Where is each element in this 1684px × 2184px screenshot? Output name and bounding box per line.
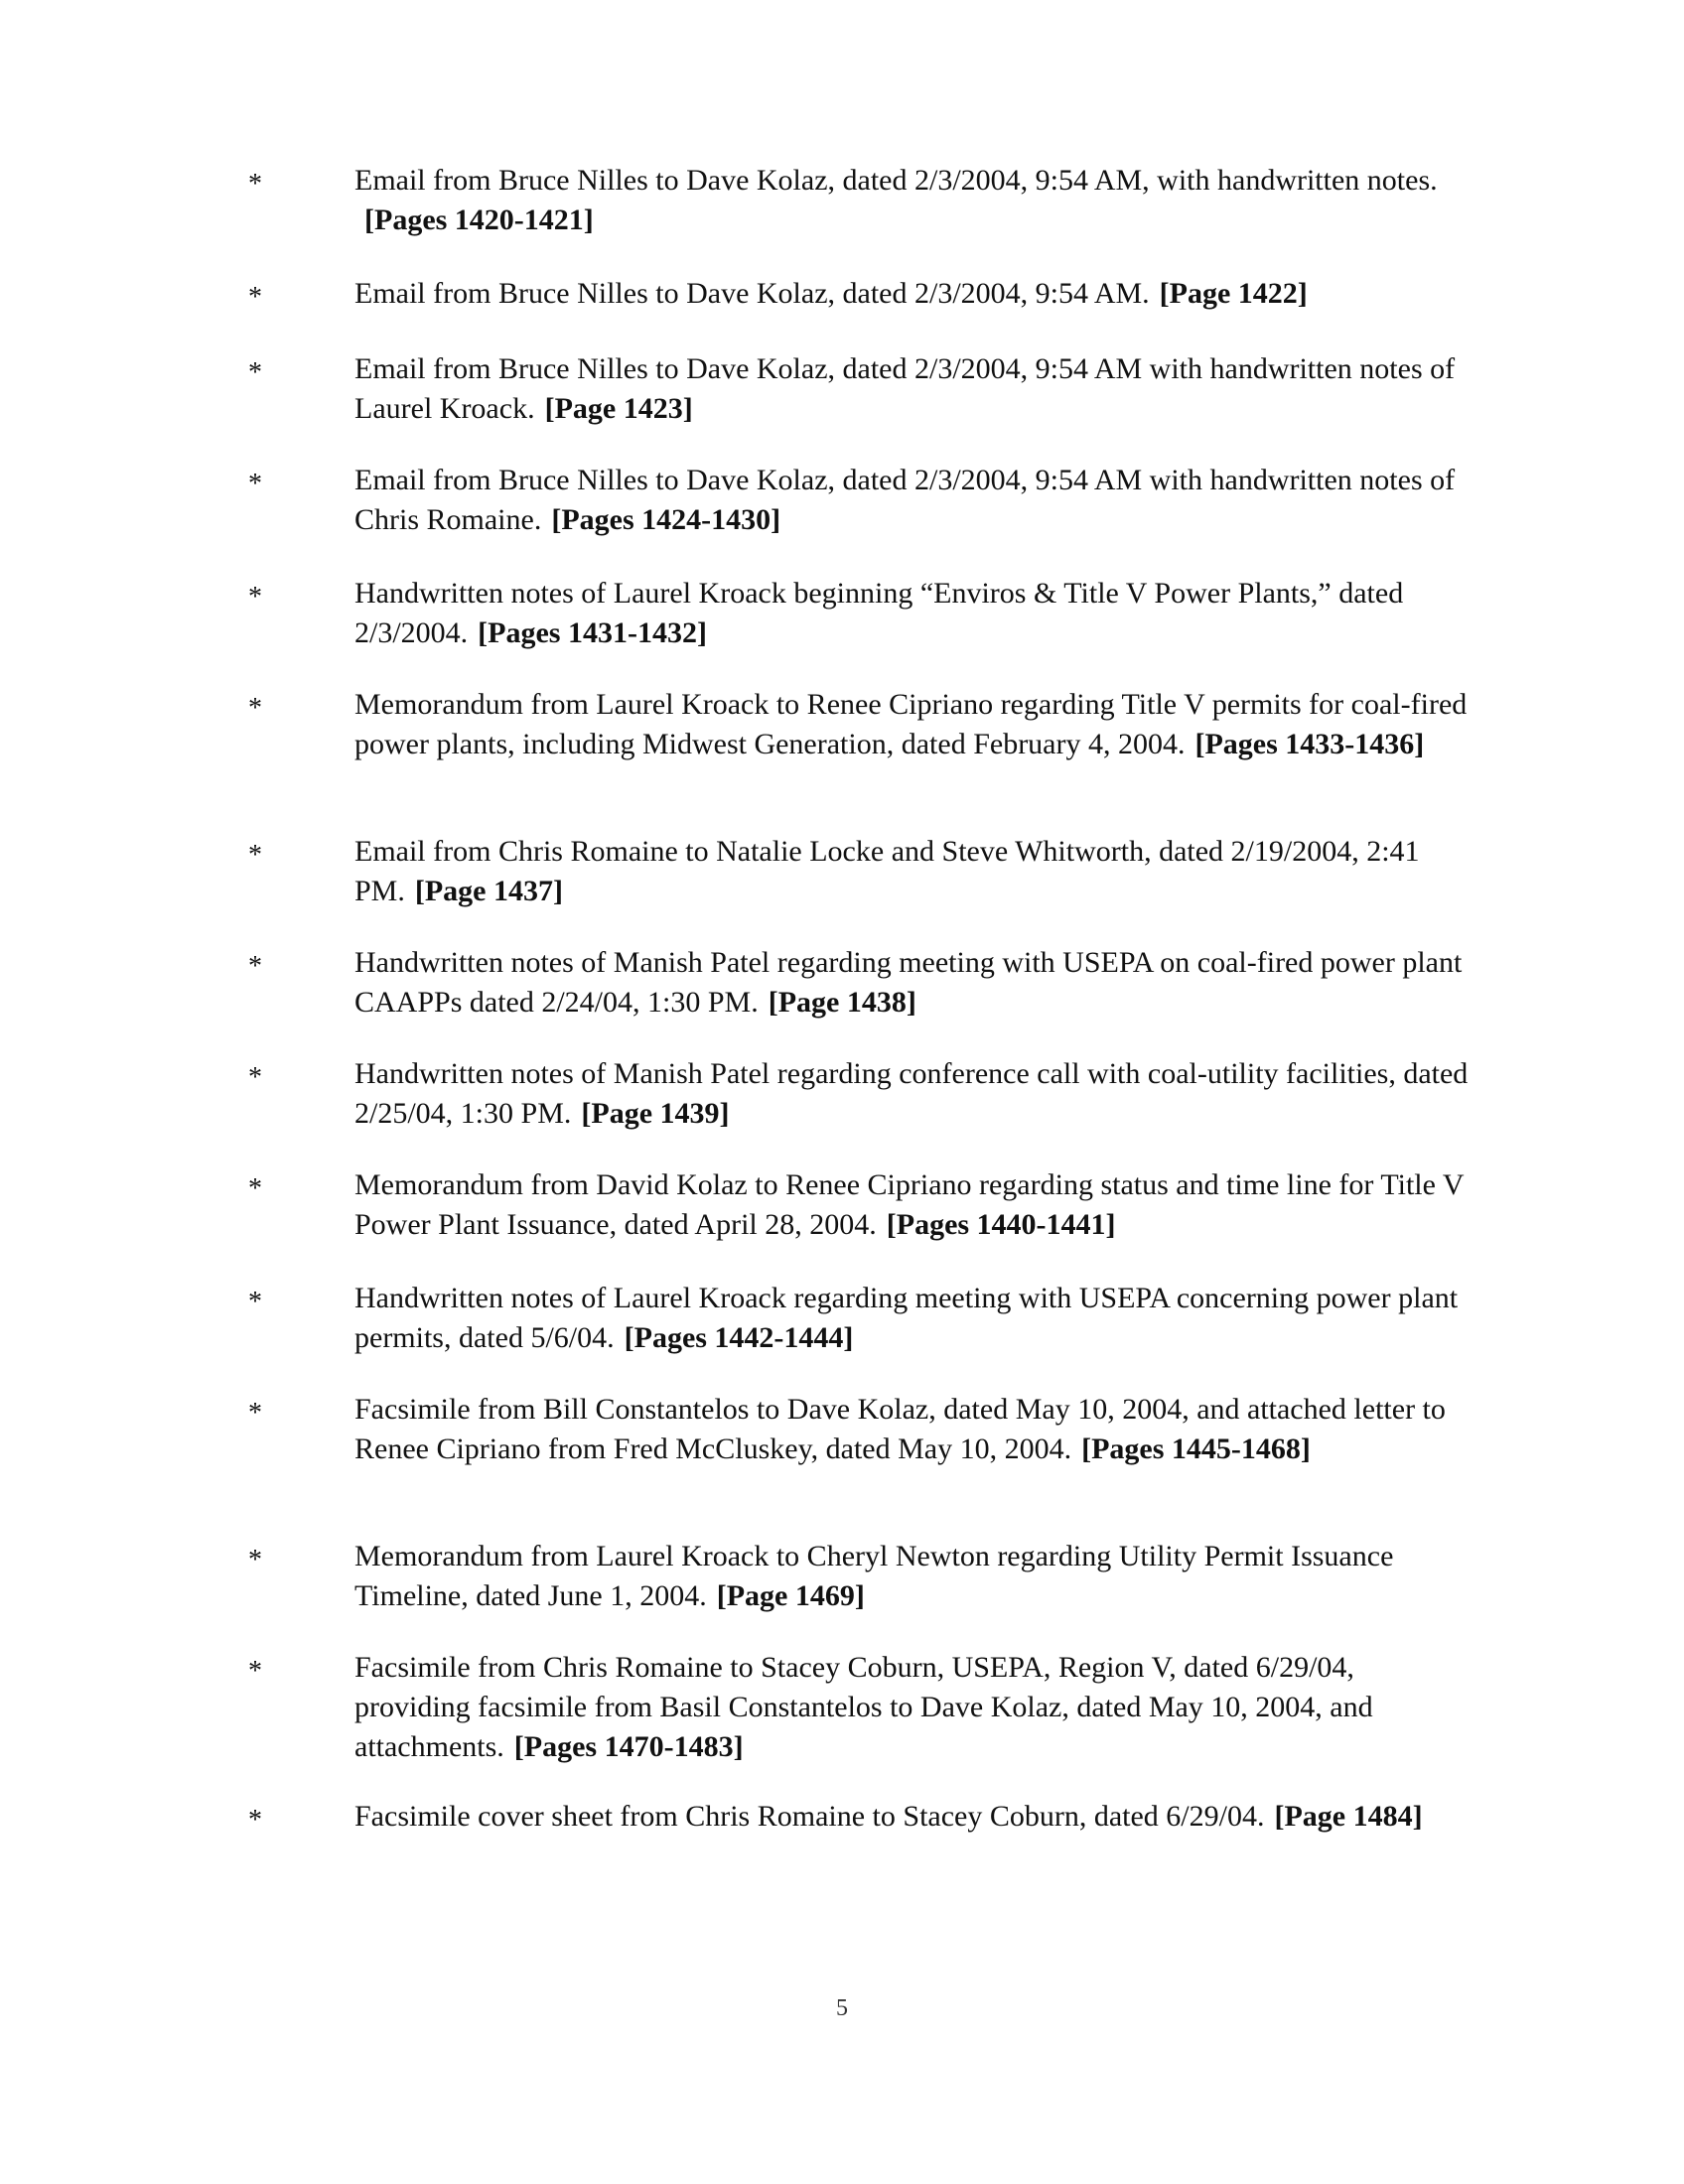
bullet-marker: * [248,1398,262,1429]
list-item-text [354,1279,1472,1358]
page-reference: [Page 1469] [716,1579,865,1612]
bullet-marker: * [248,1545,262,1575]
list-item-text [354,1390,1472,1469]
bullet-marker: * [248,1062,262,1093]
page-reference: [Page 1437] [414,875,563,907]
bullet-marker: * [248,1656,262,1687]
page-reference: [Page 1484] [1274,1800,1423,1833]
list-item-text [354,349,1472,429]
bullet-marker: * [248,169,262,200]
item-description: Handwritten notes of Manish Patel regarding conference call with coal-utility facilities, dated 2/25/04, 1:30 PM. [354,1057,1469,1130]
item-description: Memorandum from David Kolaz to Renee Cipriano regarding status and time line for Title V Power Plant Issuance, dated April 28, 2004. [354,1168,1465,1241]
list-item-text [354,1648,1472,1767]
item-description: Email from Bruce Nilles to Dave Kolaz, dated 2/3/2004, 9:54 AM with handwritten notes of Chris Romaine. [354,464,1456,536]
page-reference: [Pages 1445-1468] [1081,1433,1311,1465]
page-reference: [Pages 1424-1430] [551,503,781,536]
item-description: Facsimile from Chris Romaine to Stacey Coburn, USEPA, Region V, dated 6/29/04, providing facsimile from Basil Constantelos to Dave Kolaz, dated May 10, 2004, and attachments. [354,1651,1373,1763]
bullet-marker: * [248,282,262,313]
item-description: Facsimile cover sheet from Chris Romaine to Stacey Coburn, dated 6/29/04. [354,1800,1265,1833]
list-item-text [354,685,1472,764]
bullet-marker: * [248,582,262,613]
list-item-text [354,832,1472,911]
list-item-text [354,1537,1472,1616]
bullet-marker: * [248,1805,262,1836]
list-item-text [354,1054,1472,1134]
bullet-marker: * [248,357,262,388]
page-number: 5 [836,1995,848,2021]
page-reference: [Pages 1442-1444] [624,1321,854,1354]
page-reference: [Pages 1431-1432] [478,616,707,649]
item-description: Email from Bruce Nilles to Dave Kolaz, dated 2/3/2004, 9:54 AM. [354,277,1150,310]
list-item-text [354,274,1472,314]
item-description: Handwritten notes of Laurel Kroack beginning “Enviros & Title V Power Plants,” dated 2/3/2004. [354,577,1404,649]
list-item-text [354,1797,1472,1837]
item-description: Facsimile from Bill Constantelos to Dave Kolaz, dated May 10, 2004, and attached letter to Renee Cipriano from Fred McCluskey, dated May 10, 2004. [354,1393,1446,1465]
page-reference: [Page 1422] [1159,277,1308,310]
bullet-marker: * [248,1173,262,1204]
item-description: Handwritten notes of Manish Patel regarding meeting with USEPA on coal-fired power plant CAAPPs dated 2/24/04, 1:30 PM. [354,946,1463,1019]
page-reference: [Page 1438] [768,986,916,1019]
item-description: Memorandum from Laurel Kroack to Cheryl Newton regarding Utility Permit Issuance Timeline, dated June 1, 2004. [354,1540,1394,1612]
item-description: Email from Bruce Nilles to Dave Kolaz, dated 2/3/2004, 9:54 AM, with handwritten notes. [354,164,1438,197]
list-item-text [354,161,1472,240]
page-reference: [Pages 1420-1421] [364,204,594,236]
page-reference: [Page 1439] [581,1097,730,1130]
list-item-text [354,574,1472,653]
bullet-marker: * [248,840,262,871]
page-reference: [Pages 1470-1483] [513,1730,744,1763]
bullet-marker: * [248,693,262,724]
item-description: Email from Bruce Nilles to Dave Kolaz, dated 2/3/2004, 9:54 AM with handwritten notes of Laurel Kroack. [354,352,1456,425]
bullet-marker: * [248,1287,262,1317]
page-reference: [Page 1423] [544,392,693,425]
item-description: Email from Chris Romaine to Natalie Locke and Steve Whitworth, dated 2/19/2004, 2:41 PM. [354,835,1420,907]
bullet-marker: * [248,951,262,982]
item-description: Memorandum from Laurel Kroack to Renee Cipriano regarding Title V permits for coal-fired power plants, including Midwest Generation, dated February 4, 2004. [354,688,1468,760]
page-reference: [Pages 1433-1436] [1194,728,1425,760]
list-item-text [354,943,1472,1023]
page-reference: [Pages 1440-1441] [886,1208,1116,1241]
item-description: Handwritten notes of Laurel Kroack regarding meeting with USEPA concerning power plant permits, dated 5/6/04. [354,1282,1459,1354]
list-item-text [354,461,1472,540]
bullet-marker: * [248,469,262,499]
list-item-text [354,1165,1472,1245]
